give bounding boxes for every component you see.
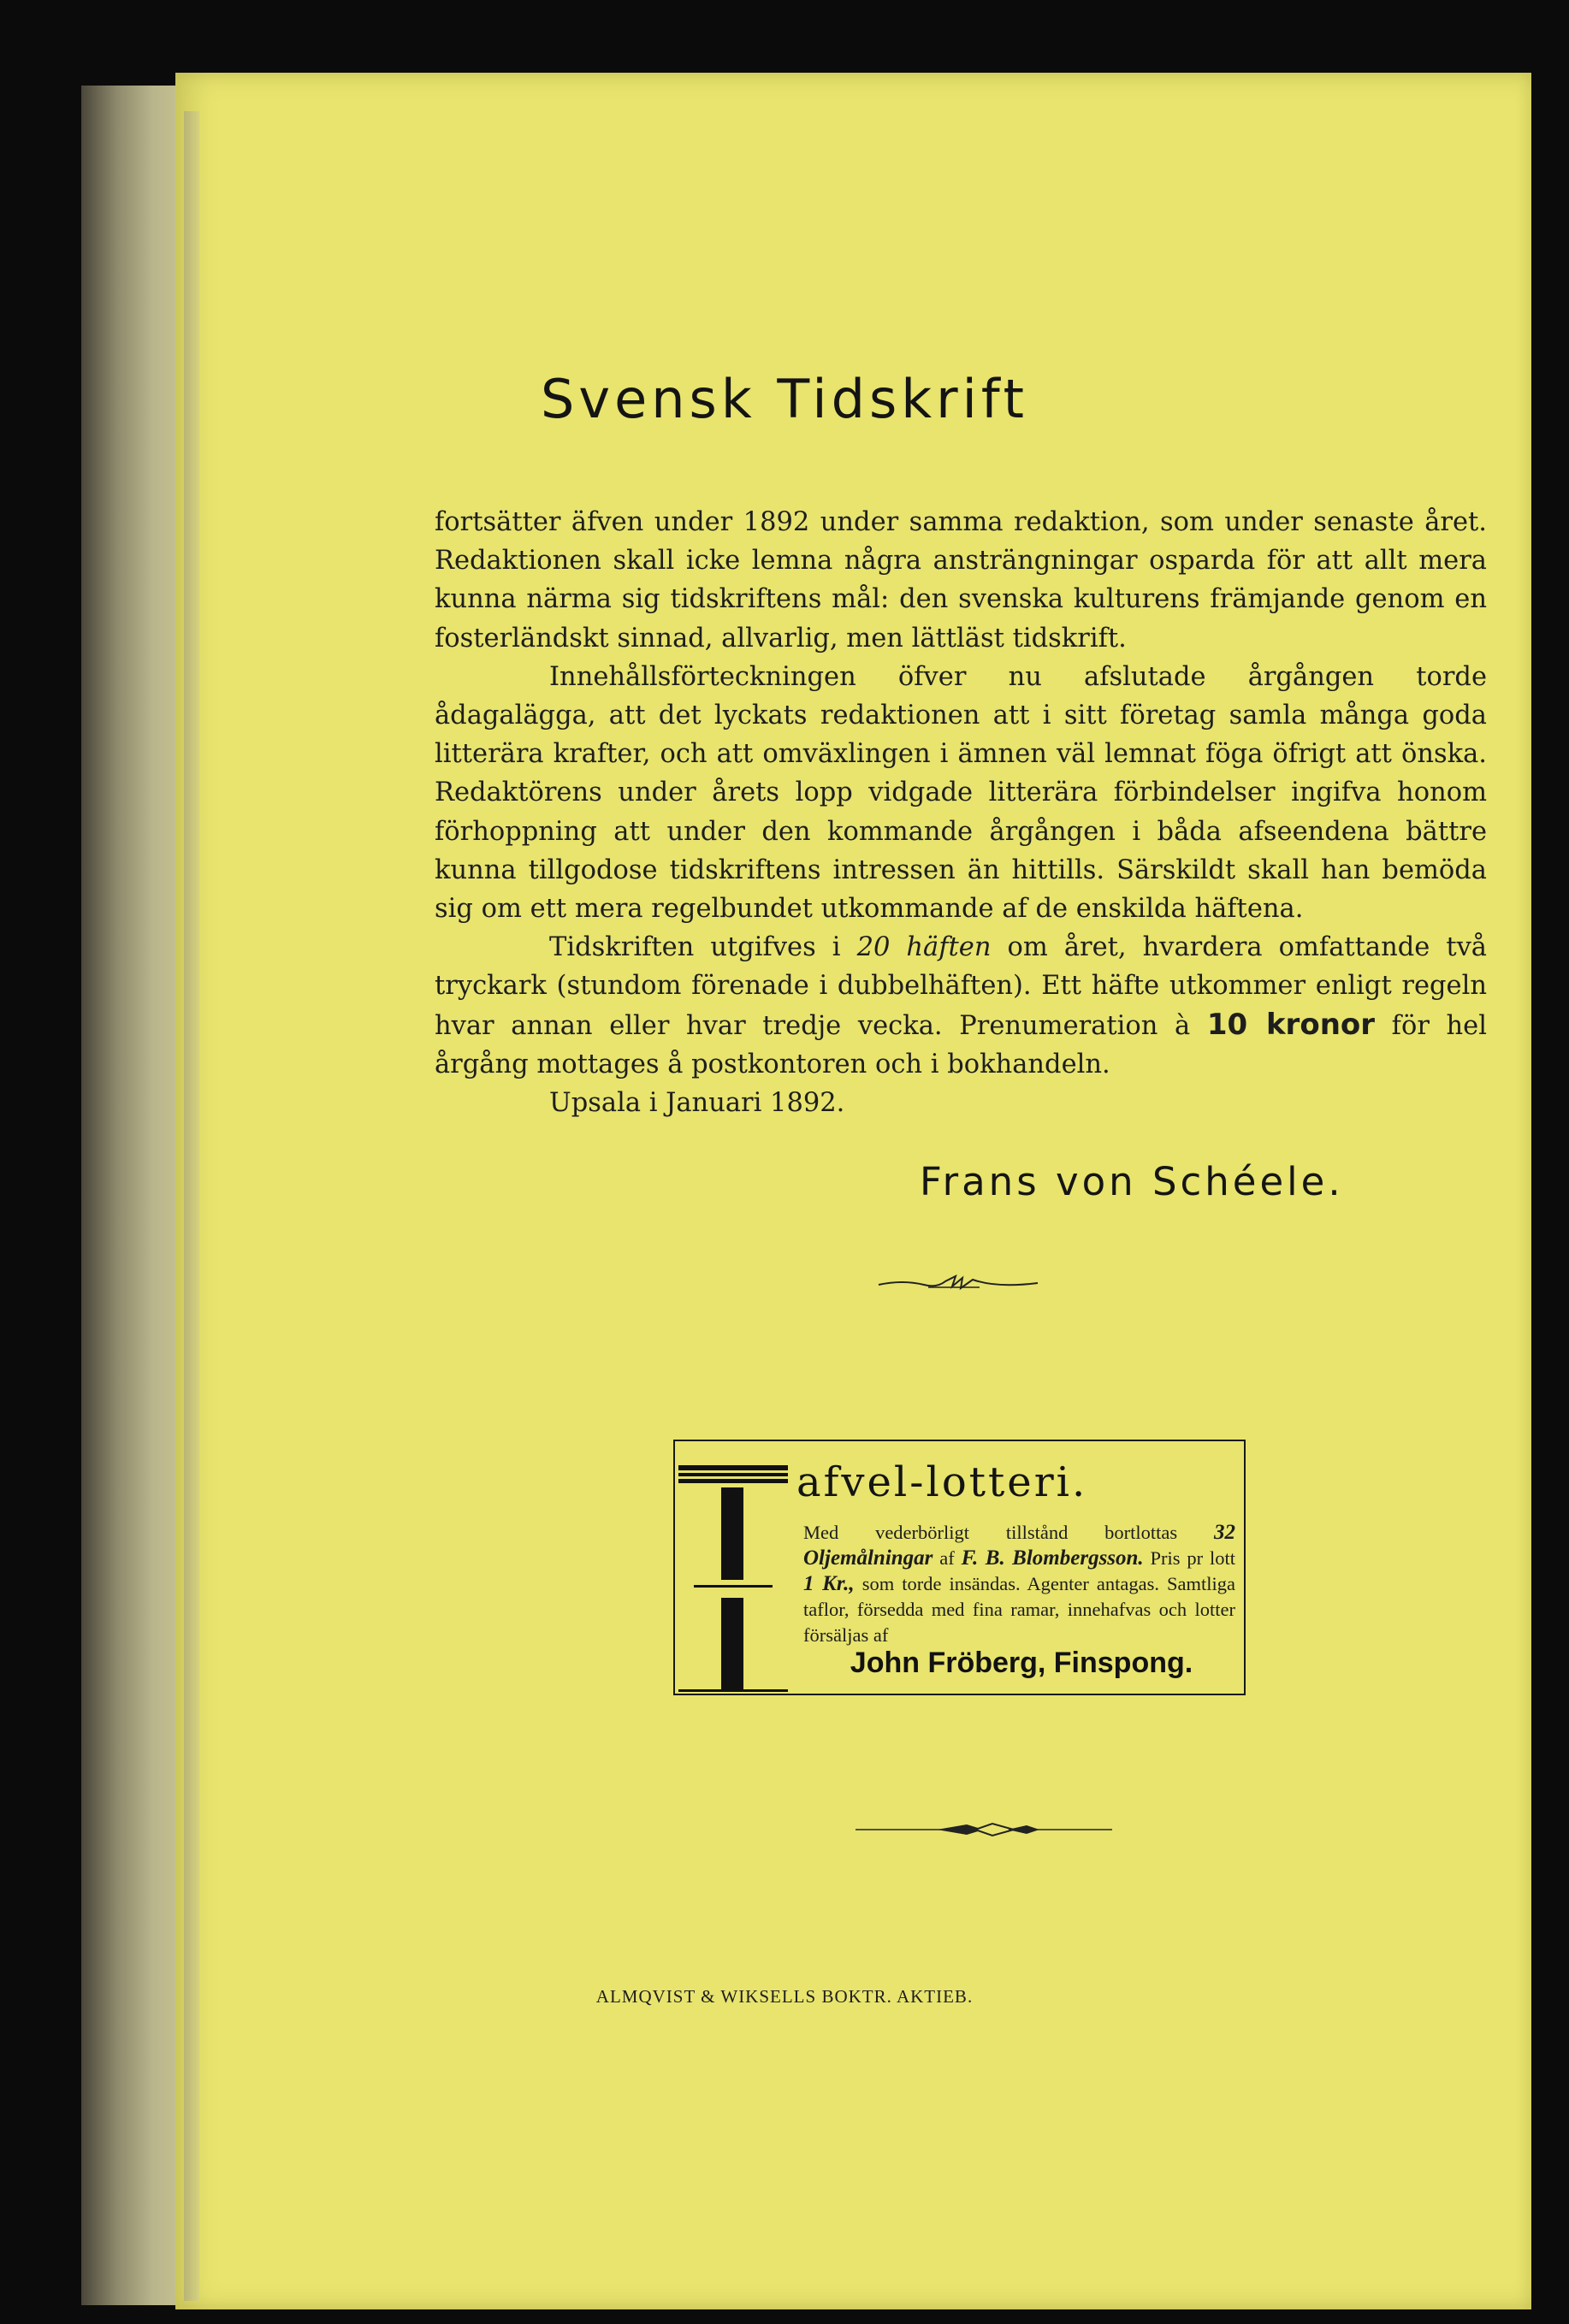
paragraph-1: fortsätter äfven under 1892 under samma redaktion, som under senaste året. Redaktionen skall icke lemna några ansträngningar osparda för att allt mera kunna närma sig tidskriftens mål: den svenska kulturens främjande genom en fosterländskt sinnad, allvarlig, men lättläst tidskrift. [435, 507, 1487, 653]
ornament-divider-icon [877, 1273, 1039, 1293]
paragraph-2: Innehållsförteckningen öfver nu afslutade årgången torde ådagalägga, att det lyckats redaktionen att i sitt företag samla många goda litterära krafter, och att omväxlingen i ämnen väl lemnat föga öfrigt att önska. Redaktörens under årets lopp vidgade litterära förbindelser ingifva honom förhoppning att under den kommande årgången i båda afseendena bättre kunna tillgodose tidskriftens intressen än hittills. Särskildt skall han bemöda sig om ett mera regelbundet utkommande af de enskilda häftena. [435, 661, 1487, 925]
ad-line-a: Med vederbörligt tillstånd bortlottas [803, 1522, 1214, 1543]
paragraph-3-issues: 20 häften [856, 932, 992, 963]
diamond-rule-icon [856, 1819, 1112, 1840]
paragraph-3-part-c: för hel årgång mottages å postkontoren och i bokhandeln. [435, 1010, 1487, 1079]
advertisement-heading: afvel-lotteri. [796, 1458, 1088, 1506]
paragraph-3-part-b: om året, hvardera omfattande två tryckark (stundom förenade i dubbelhäften). Ett häfte utkommer enligt regeln hvar annan eller hvar tredje vecka. Prenumeration à [435, 932, 1487, 1041]
ad-price-label: Pris pr lott [1143, 1547, 1235, 1569]
advertisement-box [673, 1440, 1246, 1695]
body-text [435, 503, 1487, 1122]
ad-works: Oljemålningar [803, 1546, 933, 1570]
ad-rest: som torde insändas. Agenter antagas. Samtliga taflor, försedda med fina ramar, innehafvas och lotter försäljas af [803, 1573, 1235, 1646]
ad-artist: F. B. Blombergsson. [961, 1546, 1144, 1570]
paragraph-3-price: 10 kronor [1206, 1007, 1376, 1042]
place-date: Upsala i Januari 1892. [549, 1088, 845, 1119]
masthead-title: Svensk Tidskrift [541, 368, 1028, 430]
ad-count: 32 [1214, 1521, 1235, 1544]
printer-imprint: ALMQVIST & WIKSELLS BOKTR. AKTIEB. [595, 1986, 974, 2007]
page-edge [184, 111, 199, 2301]
editor-signature: Frans von Schéele. [920, 1159, 1344, 1204]
ad-price: 1 Kr., [803, 1572, 855, 1595]
paragraph-3 [435, 928, 1487, 1084]
drop-cap-t-icon [678, 1465, 790, 1692]
advertisement-seller: John Fröberg, Finspong. [850, 1647, 1193, 1679]
advertisement-text [803, 1520, 1235, 1648]
ad-by: af [933, 1547, 962, 1569]
paragraph-3-part-a: Tidskriften utgifves i [549, 932, 857, 963]
